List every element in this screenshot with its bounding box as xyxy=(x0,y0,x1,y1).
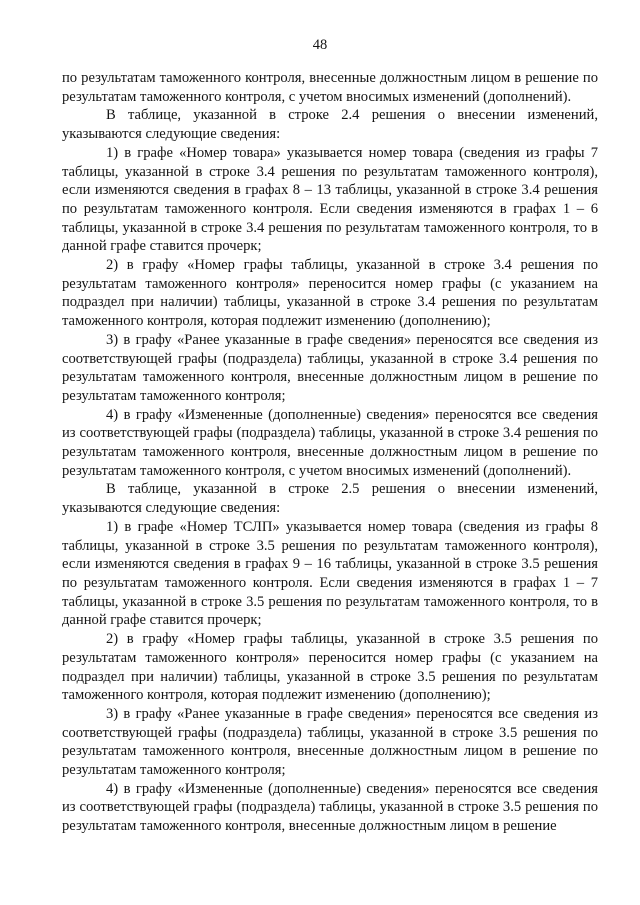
paragraph-continuation: по результатам таможенного контроля, внесенные должностным лицом в решение по результатам таможенного контроля, с учетом вносимых изменений (дополнений). xyxy=(62,70,598,105)
paragraph-table-2-4-intro: В таблице, указанной в строке 2.4 решения о внесении изменений, указываются следующие сведения: xyxy=(62,107,598,143)
paragraph-2-5-item-2: 2) в графу «Номер графы таблицы, указанной в строке 3.5 решения по результатам таможенного контроля» переносится номер графы (с указанием на подраздел при наличии) таблицы, указанной в строке 3.5 решения по результатам таможенного контроля, которая подлежит изменению (дополнению); xyxy=(62,631,598,704)
document-body xyxy=(62,69,598,836)
paragraph-2-4-item-3: 3) в графу «Ранее указанные в графе сведения» переносятся все сведения из соответствующей графы (подраздела) таблицы, указанной в строке 3.4 решения по результатам таможенного контроля, внесенные должностным лицом в решение по результатам таможенного контроля; xyxy=(62,331,598,404)
paragraph-2-4-item-1: 1) в графе «Номер товара» указывается номер товара (сведения из графы 7 таблицы, указанной в строке 3.4 решения по результатам таможенного контроля), если изменяются сведения в графах 8 – 13 таблицы, указанной в строке 3.4 решения по результатам таможенного контроля. Если сведения изменяются в графах 1 – 6 таблицы, указанной в строке 3.4 решения по результатам таможенного контроля, то в данной графе ставится прочерк; xyxy=(62,144,598,255)
page-number: 48 xyxy=(312,37,328,53)
paragraph-2-5-item-1: 1) в графе «Номер ТСЛП» указывается номер товара (сведения из графы 8 таблицы, указанной в строке 3.5 решения по результатам таможенного контроля), если изменяются сведения в графах 9 – 16 таблицы, указанной в строке 3.5 решения по результатам таможенного контроля. Если сведения изменяются в графах 1 – 7 таблицы, указанной в строке 3.5 решения по результатам таможенного контроля, то в данной графе ставится прочерк; xyxy=(62,518,598,629)
paragraph-2-4-item-4: 4) в графу «Измененные (дополненные) сведения» переносятся все сведения из соответствующей графы (подраздела) таблицы, указанной в строке 3.4 решения по результатам таможенного контроля, внесенные должностным лицом в решение по результатам таможенного контроля, с учетом вносимых изменений (дополнений). xyxy=(62,406,598,479)
paragraph-2-5-item-4: 4) в графу «Измененные (дополненные) сведения» переносятся все сведения из соответствующей графы (подраздела) таблицы, указанной в строке 3.5 решения по результатам таможенного контроля, внесенные должностным лицом в решение xyxy=(62,780,598,835)
paragraph-2-5-item-3: 3) в графу «Ранее указанные в графе сведения» переносятся все сведения из соответствующей графы (подраздела) таблицы, указанной в строке 3.5 решения по результатам таможенного контроля, внесенные должностным лицом в решение по результатам таможенного контроля; xyxy=(62,705,598,779)
paragraph-2-4-item-2: 2) в графу «Номер графы таблицы, указанной в строке 3.4 решения по результатам таможенного контроля» переносится номер графы (с указанием на подраздел при наличии) таблицы, указанной в строке 3.4 решения по результатам таможенного контроля, которая подлежит изменению (дополнению); xyxy=(62,257,598,330)
paragraph-table-2-5-intro: В таблице, указанной в строке 2.5 решения о внесении изменений, указываются следующие сведения: xyxy=(62,481,598,517)
